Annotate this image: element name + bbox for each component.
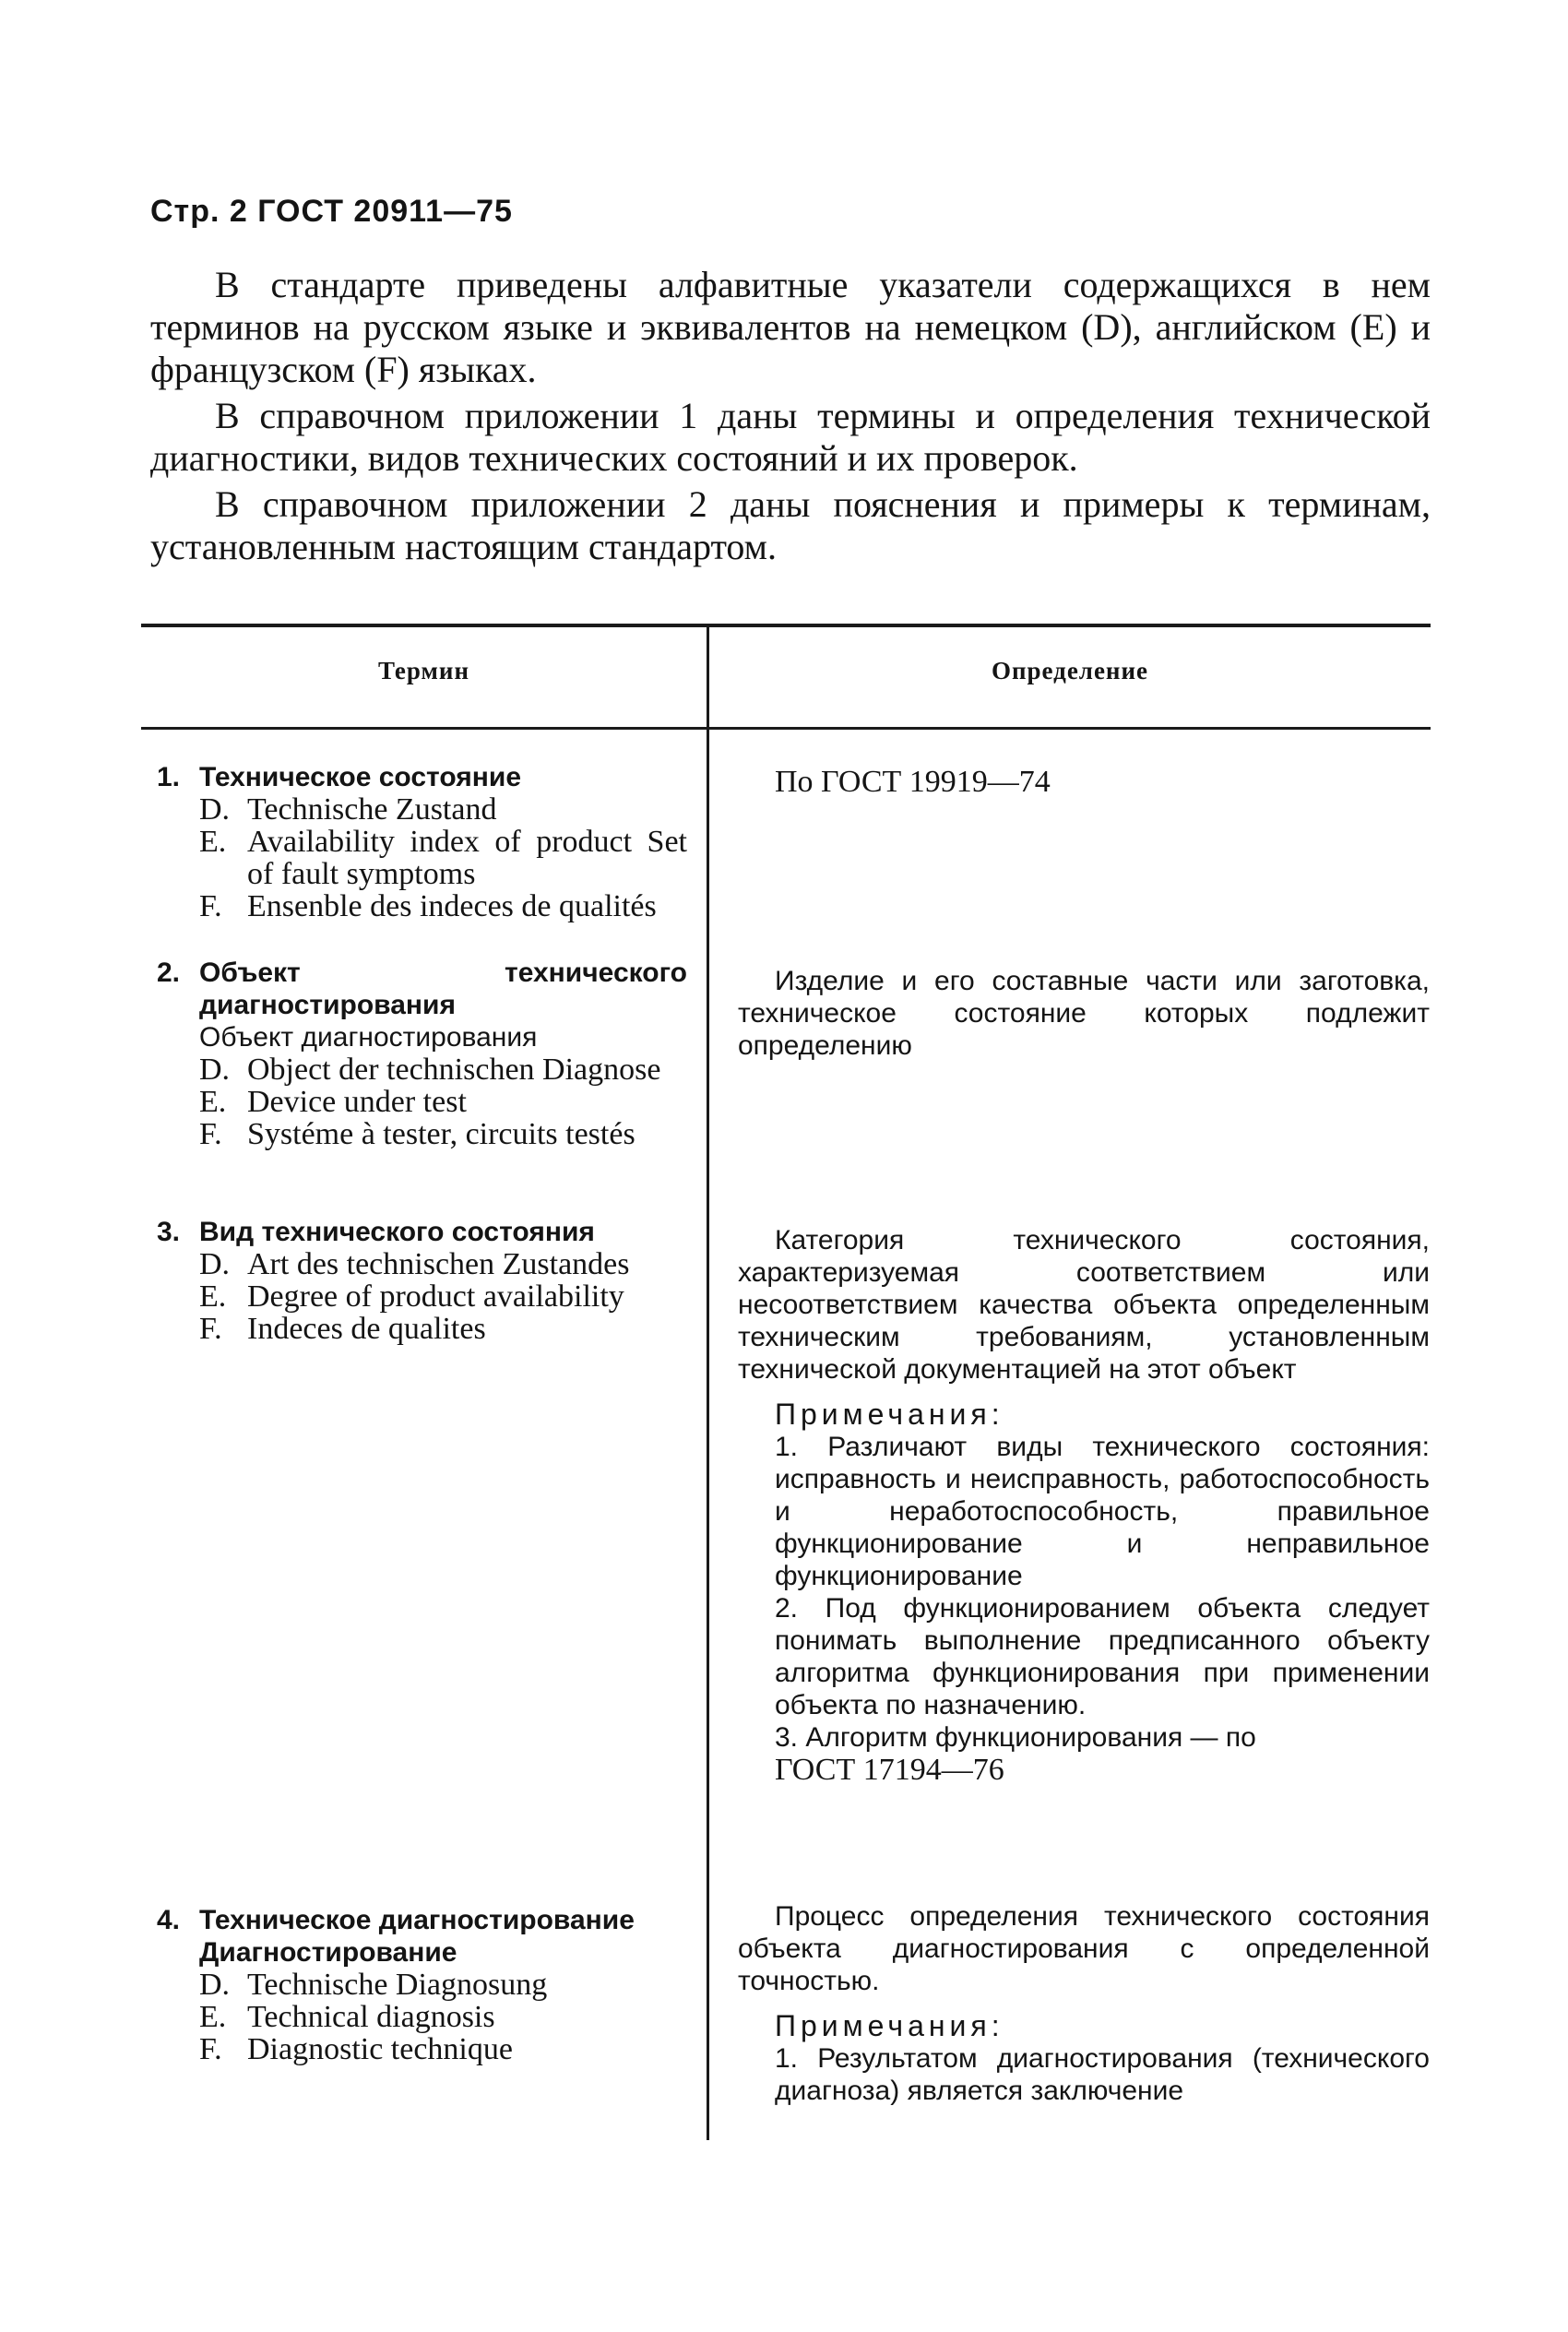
note-item: 1. Результатом диагностирования (технического диагноза) является заключение <box>775 2043 1430 2106</box>
term-equivalent: E. Device under test <box>199 1085 467 1119</box>
definition-text: Процесс определения технического состояния объекта диагностирования с определенной точностью. <box>738 1901 1430 1996</box>
term-entry-3 <box>157 1216 687 1345</box>
term-equivalent: D. Object der technischen Diagnose <box>199 1053 661 1087</box>
term-title: 4. Техническое диагностирование <box>157 1905 635 1935</box>
intro-paragraph: В справочном приложении 2 даны пояснения и примеры к терминам, установленным настоящим стандартом. <box>150 483 1431 567</box>
intro-text <box>150 264 1431 572</box>
term-equivalent: E. Technical diagnosis <box>199 2000 495 2034</box>
table-top-rule <box>141 624 1431 627</box>
definition-text: Изделие и его составные части или заготовка, техническое состояние которых подлежит определению <box>738 966 1430 1061</box>
term-equivalent: F. Indeces de qualites <box>199 1312 486 1346</box>
intro-paragraph: В стандарте приведены алфавитные указатели содержащихся в нем терминов на русском языке и эквивалентов на немецком (D), английском (E) и французском (F) языках. <box>150 264 1431 390</box>
definition-entry-3 <box>738 1224 1430 1786</box>
term-synonym: Объект диагностирования <box>199 1022 538 1053</box>
note-reference: ГОСТ 17194—76 <box>775 1753 1004 1787</box>
note-item: 1. Различают виды технического состояния: исправность и неисправность, работоспособность и неработоспособность, правильное функционирование и неправильное функционирование <box>775 1432 1430 1591</box>
intro-paragraph: В справочном приложении 1 даны термины и определения технической диагностики, видов технических состояний и их проверок. <box>150 395 1431 479</box>
term-equivalent: F. Systéme à tester, circuits testés <box>199 1117 636 1151</box>
term-entry-1 <box>157 761 687 922</box>
term-equivalent: F. Ensenble des indeces de qualités <box>199 889 657 923</box>
definition-entry-2 <box>738 965 1430 1062</box>
term-title: 1. Техническое состояние <box>157 762 521 792</box>
note-item: 3. Алгоритм функционирования — по <box>775 1722 1256 1753</box>
table-column-divider <box>707 624 709 2140</box>
definition-entry-4 <box>738 1900 1430 2107</box>
running-header: Стр. 2 ГОСТ 20911—75 <box>150 194 513 229</box>
definition-text: Категория технического состояния, характеризуемая соответствием или несоответствием качества объекта определенным техническим требованиям, установленным технической документацией на этот объект <box>738 1225 1430 1385</box>
term-equivalent: F. Diagnostic technique <box>199 2032 513 2066</box>
term-title: 3. Вид технического состояния <box>157 1217 595 1247</box>
notes-heading: Примечания: <box>775 2009 1004 2042</box>
column-header-term: Термин <box>377 657 470 684</box>
term-equivalent: D. Art des technischen Zustandes <box>199 1247 630 1281</box>
term-equivalent: E. Degree of product availability <box>199 1279 624 1314</box>
term-synonym: Диагностирование <box>199 1937 457 1968</box>
term-equivalent: E. Availability index of product Set of fault symptoms <box>199 825 687 891</box>
definition-text: По ГОСТ 19919—74 <box>775 765 1051 799</box>
term-entry-2 <box>157 957 687 1150</box>
note-item: 2. Под функционированием объекта следует понимать выполнение предписанного объекту алгоритма функционирования при применении объекта по назначению. <box>775 1593 1430 1720</box>
term-title: 2. Объект технического диагностирования <box>157 958 687 1020</box>
column-header-definition: Определение <box>991 657 1149 684</box>
term-entry-4 <box>157 1904 687 2065</box>
definition-entry-1 <box>738 766 1430 798</box>
table-header-rule <box>141 727 1431 730</box>
term-equivalent: D. Technische Zustand <box>199 792 497 827</box>
notes-heading: Примечания: <box>775 1398 1004 1431</box>
term-equivalent: D. Technische Diagnosung <box>199 1968 548 2002</box>
